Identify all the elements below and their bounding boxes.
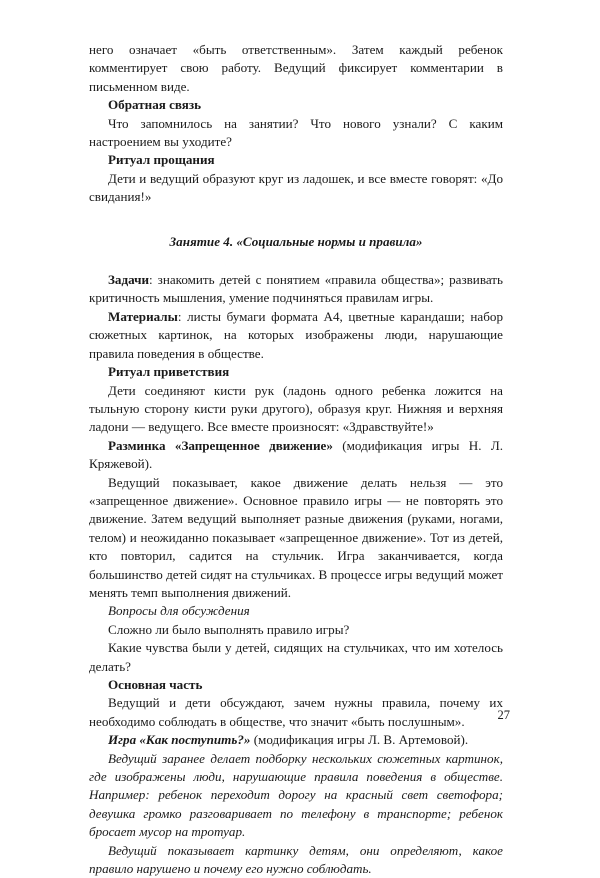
- warmup-text: (модификация игры Н. Л. Кряжевой).: [89, 437, 504, 472]
- game-paragraph: [89, 731, 503, 749]
- warmup-description: Ведущий показывает, какое движение делать нельзя — это «запрещенное движение». Основное правило игры — не повторять это движение. Затем ведущий выполняет разные движения (руками, ногами, телом) и неожиданно показывает «запрещенное движение». Тот из детей, кто повторил, садится на стульчик. Игра заканчивается, когда большинство детей сидят на стульчиках. В процессе игры ведущий может менять темп выполнения движений.: [89, 474, 503, 600]
- warmup-paragraph: [89, 437, 503, 474]
- paragraph-continuation: него означает «быть ответственным». Затем каждый ребенок комментирует свою работу. Ведущий фиксирует комментарии в письменном виде.: [89, 42, 503, 94]
- game-label: Игра «Как поступить?»: [108, 732, 251, 748]
- materials-text: : листы бумаги формата А4, цветные карандаши; набор сюжетных картинок, на которых изображены люди, нарушающие правила поведения в обществе.: [89, 308, 503, 361]
- main-heading: Основная часть: [108, 677, 203, 692]
- question-2: Какие чувства были у детей, сидящих на стульчиках, что им хотелось делать?: [89, 640, 503, 674]
- main-text: Ведущий и дети обсуждают, зачем нужны правила, почему их необходимо соблюдать в обществе, что значит «быть послушным».: [89, 695, 503, 729]
- materials-label: Материалы: [108, 308, 178, 324]
- greeting-text: Дети соединяют кисти рук (ладонь одного ребенка ложится на тыльную сторону кисти руки другого), образуя круг. Нижняя и верхняя ладони — ведущего. Все вместе произносят: «Здравствуйте!»: [89, 382, 503, 435]
- materials-paragraph: [89, 308, 503, 363]
- greeting-heading: Ритуал приветствия: [108, 364, 230, 380]
- questions-heading: Вопросы для обсуждения: [108, 603, 250, 619]
- tasks-label: Задачи: [108, 272, 150, 288]
- game-description-1: Ведущий заранее делает подборку нескольких сюжетных картинок, где изображены люди, нарушающие правила поведения в обществе. Например: ребенок переходит дорогу на красный свет светофора; девушка громко разговаривает по телефону в транспорте; ребенок бросает мусор на тротуар.: [89, 750, 503, 840]
- game-text: (модификация игры Л. В. Артемовой).: [250, 732, 469, 748]
- question-1: Сложно ли было выполнять правило игры?: [108, 621, 350, 637]
- feedback-heading: Обратная связь: [108, 97, 202, 113]
- feedback-text: Что запомнилось на занятии? Что нового узнали? С каким настроением вы уходите?: [89, 115, 503, 150]
- page-number: 27: [497, 708, 510, 722]
- farewell-heading: Ритуал прощания: [108, 152, 215, 168]
- farewell-text: Дети и ведущий образуют круг из ладошек, и все вместе говорят: «До свидания!»: [89, 170, 503, 205]
- tasks-text: : знакомить детей с понятием «правила общества»; развивать критичность мышления, умение подчиняться правилам игры.: [89, 272, 503, 306]
- page-content: [89, 41, 503, 878]
- warmup-label: Разминка «Запрещенное движение»: [108, 437, 333, 453]
- tasks-paragraph: [89, 271, 503, 308]
- lesson-title: Занятие 4. «Социальные нормы и правила»: [169, 233, 423, 249]
- game-description-2: Ведущий показывает картинку детям, они определяют, какое правило нарушено и почему его нужно соблюдать.: [89, 842, 503, 877]
